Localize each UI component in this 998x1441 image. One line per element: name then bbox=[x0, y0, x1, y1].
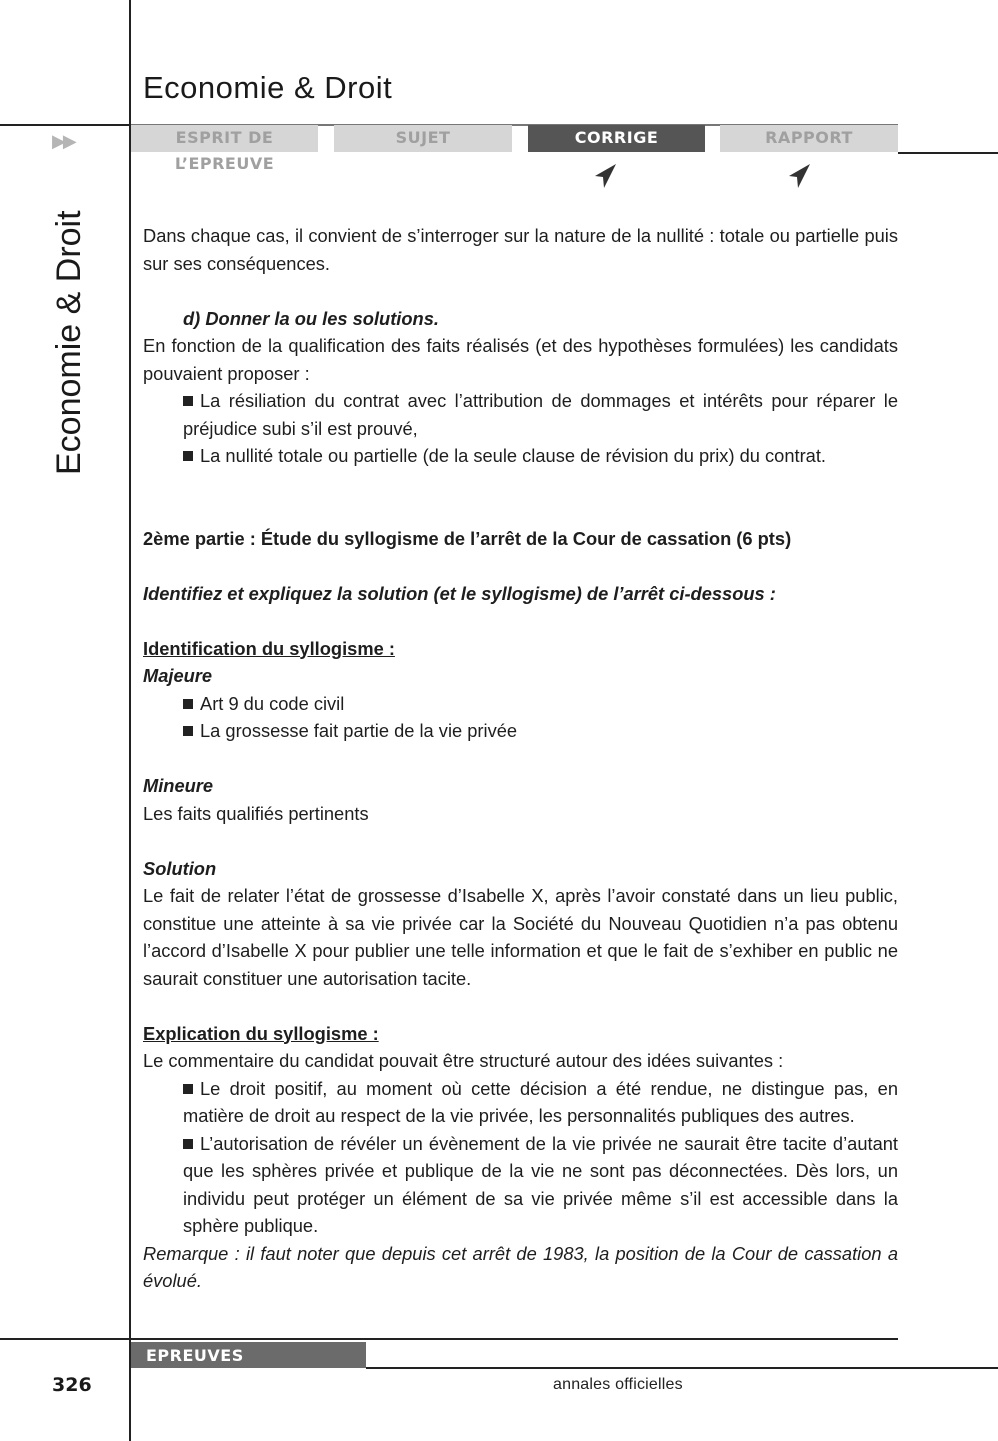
solution-label: Solution bbox=[143, 857, 217, 879]
list-item-text: La résiliation du contrat avec l’attribution de dommages et intérêts pour réparer le préjudice subi s’il est prouvé, bbox=[183, 390, 898, 439]
list-item bbox=[143, 442, 898, 470]
page-number: 326 bbox=[52, 1374, 92, 1396]
footer-rule-main bbox=[131, 1338, 898, 1340]
list-item bbox=[143, 690, 898, 718]
list-item-text: La nullité totale ou partielle (de la seule clause de révision du prix) du contrat. bbox=[200, 445, 826, 466]
majeure-label: Majeure bbox=[143, 665, 213, 686]
tab-corrige[interactable]: CORRIGE bbox=[528, 125, 705, 152]
cursor-arrow-icon bbox=[787, 163, 811, 189]
tab-sujet[interactable]: SUJET bbox=[334, 125, 512, 152]
page-title: Economie & Droit bbox=[143, 70, 393, 105]
list-item bbox=[143, 717, 898, 745]
footer-rule-left bbox=[0, 1338, 131, 1340]
double-arrow-icon: ▶▶ bbox=[52, 131, 74, 151]
list-item-text: Art 9 du code civil bbox=[200, 692, 345, 714]
list-item-text: L’autorisation de révéler un évènement de la vie privée ne saurait être tacite d’autant que les sphères privée et publique de la vie ne sont pas déconnectées. Dès lors, un individu peut protéger un élément de sa vie privée même s’il est accessible dans la sphère publique. bbox=[183, 1132, 898, 1236]
list-item bbox=[143, 387, 898, 442]
part2-question: Identifiez et expliquez la solution (et le syllogisme) de l’arrêt ci-dessous : bbox=[143, 582, 776, 604]
list-item bbox=[143, 1130, 898, 1240]
tab-rapport[interactable]: RAPPORT bbox=[720, 125, 898, 152]
list-item bbox=[143, 1075, 898, 1130]
header-rule-right bbox=[898, 152, 998, 154]
square-bullet-icon bbox=[183, 1139, 193, 1149]
remark: Remarque : il faut noter que depuis cet arrêt de 1983, la position de la Cour de cassation a évolué. bbox=[143, 1242, 898, 1291]
main-content bbox=[143, 222, 898, 1295]
header-rule-left bbox=[0, 124, 131, 126]
list-item-text: La grossesse fait partie de la vie privée bbox=[200, 720, 518, 741]
cursor-arrow-icon bbox=[593, 163, 617, 189]
square-bullet-icon bbox=[183, 396, 193, 406]
footer-rule-bottom bbox=[366, 1367, 998, 1369]
vertical-rule bbox=[129, 0, 131, 1441]
square-bullet-icon bbox=[183, 451, 193, 461]
part2-heading: 2ème partie : Étude du syllogisme de l’arrêt de la Cour de cassation (6 pts) bbox=[143, 527, 792, 549]
section-d-heading: d) Donner la ou les solutions. bbox=[183, 307, 439, 329]
solution-text: Le fait de relater l’état de grossesse d’Isabelle X, après l’avoir constaté dans un lieu public, constitue une atteinte à sa vie privée car la Société du Nouveau Quotidien n’a pas obtenu l’accord d’Isabelle X pour publier une telle information et que le fait de s’exhiber en public ne saurait constituer une autorisation tacite. bbox=[143, 885, 898, 989]
square-bullet-icon bbox=[183, 1084, 193, 1094]
tab-esprit-de-l-epreuve[interactable]: ESPRIT DE L’EPREUVE bbox=[131, 125, 318, 152]
mineure-text: Les faits qualifiés pertinents bbox=[143, 802, 369, 824]
list-item-text: Le droit positif, au moment où cette décision a été rendue, ne distingue pas, en matière de droit au respect de la vie privée, les personnalités publiques des autres. bbox=[183, 1077, 898, 1126]
explication-text: Le commentaire du candidat pouvait être structuré autour des idées suivantes : bbox=[143, 1050, 784, 1071]
mineure-label: Mineure bbox=[143, 775, 214, 796]
intro-paragraph: Dans chaque cas, il convient de s’interroger sur la nature de la nullité : totale ou partielle puis sur ses conséquences. bbox=[143, 225, 898, 274]
section-d-text: En fonction de la qualification des faits réalisés (et des hypothèses formulées) les candidats pouvaient proposer : bbox=[143, 335, 898, 384]
square-bullet-icon bbox=[183, 726, 193, 736]
explication-heading: Explication du syllogisme : bbox=[143, 1022, 379, 1044]
footer-brand: annales officielles bbox=[553, 1376, 683, 1393]
side-title: Economie & Droit bbox=[50, 210, 88, 475]
square-bullet-icon bbox=[183, 699, 193, 709]
footer-section-label: EPREUVES SPECIFIQUES bbox=[131, 1342, 366, 1368]
identification-heading: Identification du syllogisme : bbox=[143, 637, 395, 659]
